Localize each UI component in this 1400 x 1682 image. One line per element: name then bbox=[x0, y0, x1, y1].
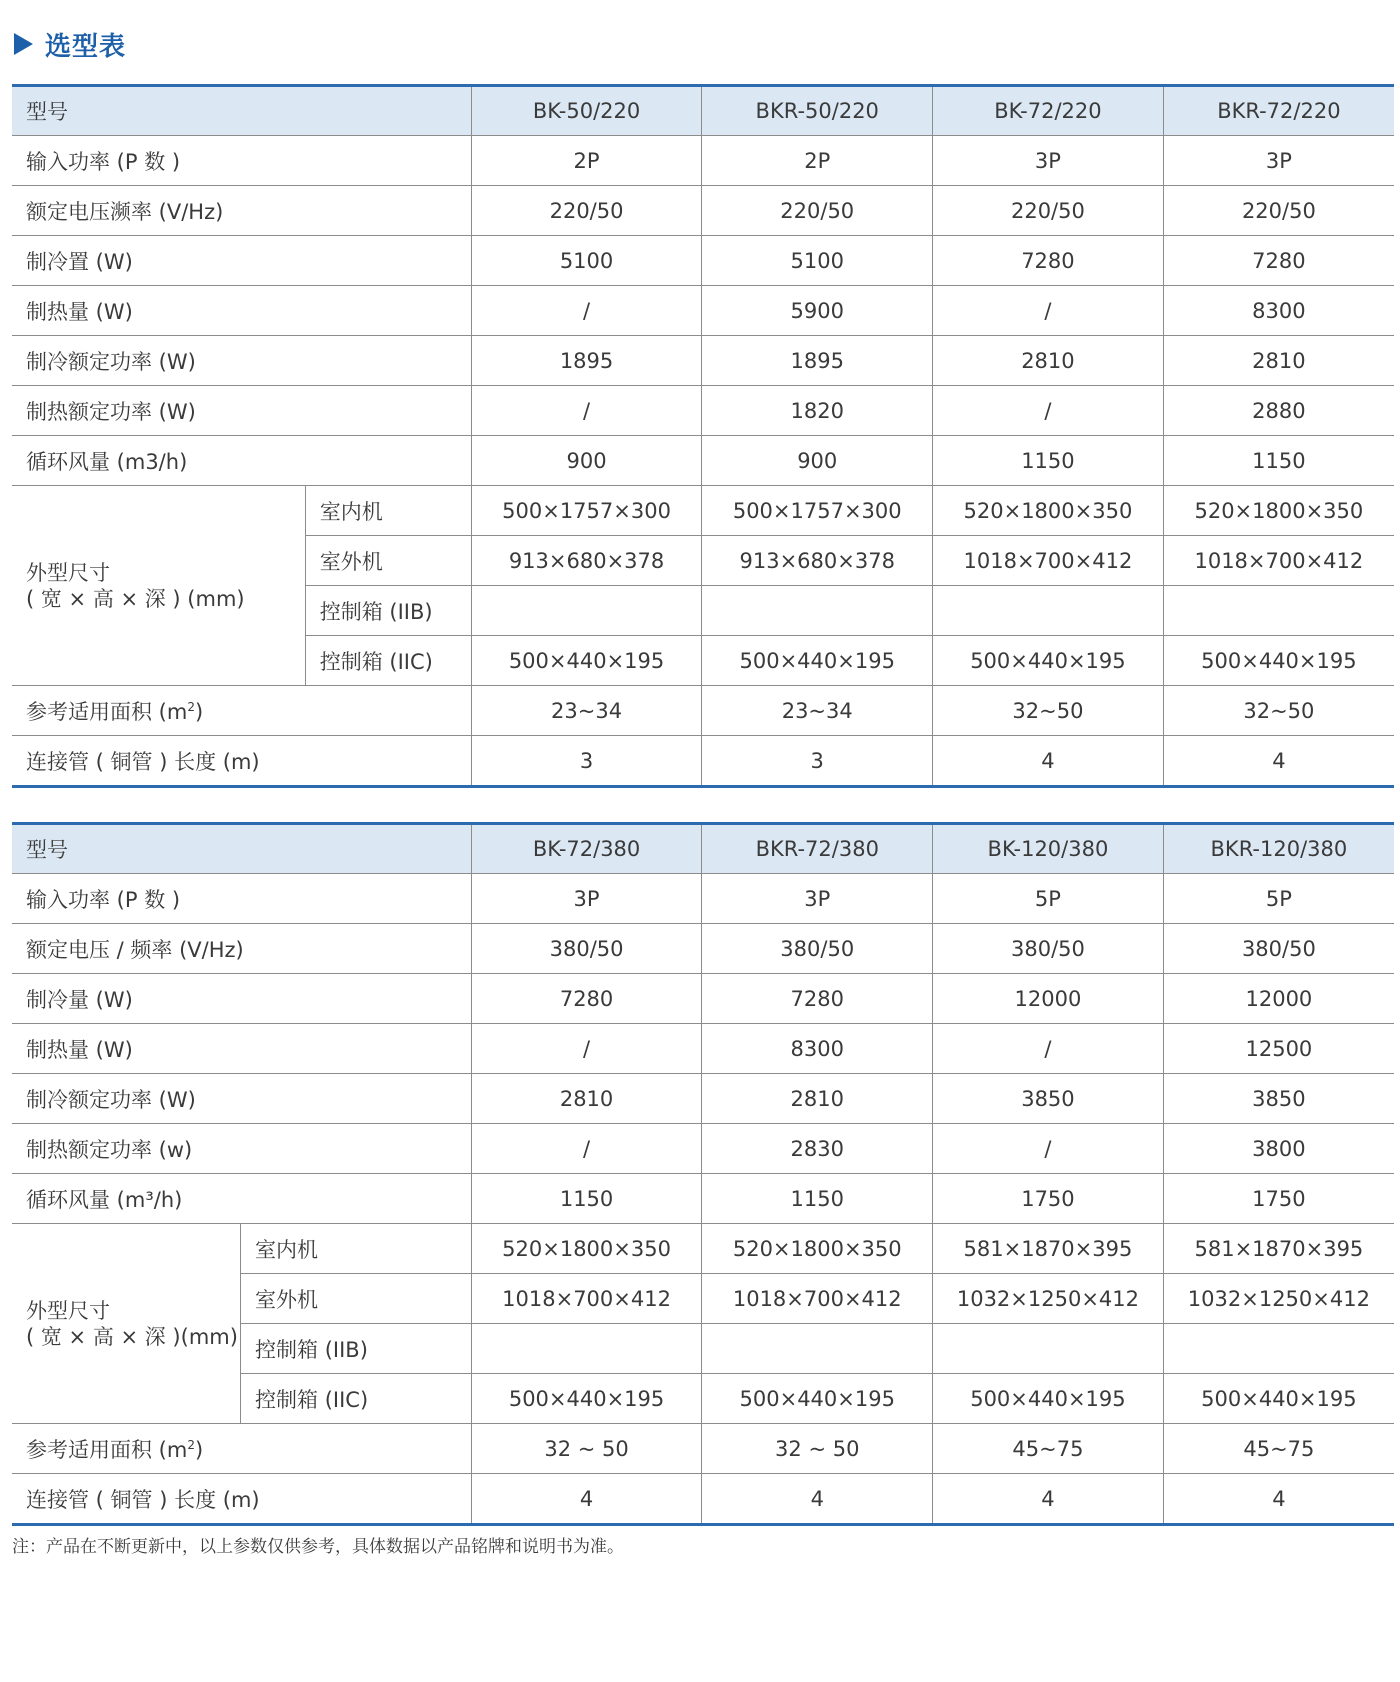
spec-value: 5P bbox=[933, 874, 1164, 924]
dimension-sub-label: 室内机 bbox=[305, 486, 471, 536]
spec-value: 220/50 bbox=[702, 186, 933, 236]
play-arrow-icon bbox=[14, 33, 33, 55]
spec-value: / bbox=[933, 386, 1164, 436]
spec-value: 5P bbox=[1163, 874, 1394, 924]
model-header: BKR-72/220 bbox=[1163, 86, 1394, 136]
model-header: BK-72/220 bbox=[933, 86, 1164, 136]
spec-value: 2P bbox=[702, 136, 933, 186]
spec-value: 2830 bbox=[702, 1124, 933, 1174]
spec-value: 1820 bbox=[702, 386, 933, 436]
row-label: 额定电压濒率 (V/Hz) bbox=[12, 186, 471, 236]
row-label: 制冷置 (W) bbox=[12, 236, 471, 286]
spec-value: 1750 bbox=[1163, 1174, 1394, 1224]
dimension-sub-label: 控制箱 (IIC) bbox=[241, 1374, 472, 1424]
spec-value: 220/50 bbox=[1163, 186, 1394, 236]
area-value: 45~75 bbox=[933, 1424, 1164, 1474]
pipe-value: 4 bbox=[933, 1474, 1164, 1525]
spec-value: 5900 bbox=[702, 286, 933, 336]
row-label: 循环风量 (m³/h) bbox=[12, 1174, 471, 1224]
dimension-value bbox=[471, 1324, 702, 1374]
area-row bbox=[12, 1424, 1394, 1474]
dimension-value: 581×1870×395 bbox=[933, 1224, 1164, 1274]
pipe-row bbox=[12, 1474, 1394, 1525]
row-label: 制冷量 (W) bbox=[12, 974, 471, 1024]
spec-row bbox=[12, 924, 1394, 974]
spec-row bbox=[12, 1174, 1394, 1224]
dimension-value: 1018×700×412 bbox=[702, 1274, 933, 1324]
pipe-value: 4 bbox=[1163, 736, 1394, 787]
spec-value: 1150 bbox=[933, 436, 1164, 486]
spec-row bbox=[12, 874, 1394, 924]
dimension-value: 1032×1250×412 bbox=[1163, 1274, 1394, 1324]
row-label: 制冷额定功率 (W) bbox=[12, 336, 471, 386]
dimension-sub-label: 控制箱 (IIB) bbox=[305, 586, 471, 636]
dimension-value: 500×440×195 bbox=[1163, 636, 1394, 686]
spec-value: 5100 bbox=[702, 236, 933, 286]
spec-value: 12000 bbox=[933, 974, 1164, 1024]
dimension-sub-label: 控制箱 (IIC) bbox=[305, 636, 471, 686]
row-label: 输入功率 (P 数 ) bbox=[12, 874, 471, 924]
spec-value: 5100 bbox=[471, 236, 702, 286]
row-label: 制热量 (W) bbox=[12, 1024, 471, 1074]
dimension-value: 520×1800×350 bbox=[702, 1224, 933, 1274]
area-label-end: ) bbox=[194, 1437, 204, 1462]
area-value: 23~34 bbox=[471, 686, 702, 736]
row-label: 制热额定功率 (w) bbox=[12, 1124, 471, 1174]
spec-row bbox=[12, 974, 1394, 1024]
dimensions-label-line1: 外型尺寸 bbox=[26, 1298, 110, 1323]
pipe-value: 4 bbox=[471, 1474, 702, 1525]
dimension-value bbox=[471, 586, 702, 636]
spec-value: 3P bbox=[1163, 136, 1394, 186]
spec-row bbox=[12, 136, 1394, 186]
footnote: 注：产品在不断更新中，以上参数仅供参考，具体数据以产品铭牌和说明书为准。 bbox=[12, 1537, 624, 1557]
row-label: 制冷额定功率 (W) bbox=[12, 1074, 471, 1124]
spec-value: / bbox=[471, 386, 702, 436]
dimension-value: 913×680×378 bbox=[702, 536, 933, 586]
header-row bbox=[12, 86, 1394, 136]
spec-value: 2810 bbox=[471, 1074, 702, 1124]
spec-row bbox=[12, 1074, 1394, 1124]
pipe-value: 3 bbox=[471, 736, 702, 787]
spec-value: 2810 bbox=[933, 336, 1164, 386]
dimension-value: 581×1870×395 bbox=[1163, 1224, 1394, 1274]
spec-value: 900 bbox=[471, 436, 702, 486]
model-header: BK-72/380 bbox=[471, 824, 702, 874]
dimension-value: 520×1800×350 bbox=[471, 1224, 702, 1274]
model-header: BKR-50/220 bbox=[702, 86, 933, 136]
row-label: 制热额定功率 (W) bbox=[12, 386, 471, 436]
spec-value: 7280 bbox=[933, 236, 1164, 286]
dimensions-label-line2: ( 宽 × 高 × 深 ) (mm) bbox=[26, 586, 245, 611]
dimension-value: 500×440×195 bbox=[1163, 1374, 1394, 1424]
dimension-row bbox=[12, 486, 1394, 536]
header-row bbox=[12, 824, 1394, 874]
spec-value: 380/50 bbox=[933, 924, 1164, 974]
dimension-value bbox=[702, 586, 933, 636]
area-label-sup: 2 bbox=[187, 699, 195, 714]
spec-value: 900 bbox=[702, 436, 933, 486]
model-header: BK-120/380 bbox=[933, 824, 1164, 874]
model-label: 型号 bbox=[12, 824, 471, 874]
dimension-value: 500×1757×300 bbox=[471, 486, 702, 536]
spec-row bbox=[12, 236, 1394, 286]
pipe-row bbox=[12, 736, 1394, 787]
dimension-sub-label: 室外机 bbox=[241, 1274, 472, 1324]
dimension-row bbox=[12, 1224, 1394, 1274]
dimension-value: 520×1800×350 bbox=[933, 486, 1164, 536]
area-label bbox=[12, 686, 471, 736]
area-value: 23~34 bbox=[702, 686, 933, 736]
spec-value: 2880 bbox=[1163, 386, 1394, 436]
spec-value: 12000 bbox=[1163, 974, 1394, 1024]
spec-row bbox=[12, 286, 1394, 336]
spec-row bbox=[12, 1124, 1394, 1174]
spec-row bbox=[12, 436, 1394, 486]
spec-value: 220/50 bbox=[933, 186, 1164, 236]
dimension-value bbox=[702, 1324, 933, 1374]
spec-value: / bbox=[471, 1024, 702, 1074]
spec-value: 1895 bbox=[471, 336, 702, 386]
row-label: 输入功率 (P 数 ) bbox=[12, 136, 471, 186]
spec-value: / bbox=[933, 1124, 1164, 1174]
spec-value: 3850 bbox=[1163, 1074, 1394, 1124]
area-label bbox=[12, 1424, 471, 1474]
spec-value: 1895 bbox=[702, 336, 933, 386]
area-value: 32 ~ 50 bbox=[471, 1424, 702, 1474]
area-value: 32 ~ 50 bbox=[702, 1424, 933, 1474]
spec-value: 1750 bbox=[933, 1174, 1164, 1224]
model-header: BKR-120/380 bbox=[1163, 824, 1394, 874]
area-value: 45~75 bbox=[1163, 1424, 1394, 1474]
dimension-value: 500×440×195 bbox=[471, 636, 702, 686]
dimension-value bbox=[933, 1324, 1164, 1374]
dimension-value: 500×440×195 bbox=[933, 1374, 1164, 1424]
dimensions-label-line1: 外型尺寸 bbox=[26, 560, 110, 585]
dimension-value: 500×440×195 bbox=[933, 636, 1164, 686]
spec-value: 1150 bbox=[702, 1174, 933, 1224]
dimension-value: 520×1800×350 bbox=[1163, 486, 1394, 536]
section-title bbox=[14, 26, 126, 62]
spec-value: 1150 bbox=[1163, 436, 1394, 486]
spec-value: 2810 bbox=[1163, 336, 1394, 386]
spec-value: 3850 bbox=[933, 1074, 1164, 1124]
spec-row bbox=[12, 336, 1394, 386]
spec-value: / bbox=[471, 286, 702, 336]
dimension-value: 1018×700×412 bbox=[1163, 536, 1394, 586]
spec-value: 8300 bbox=[702, 1024, 933, 1074]
model-label: 型号 bbox=[12, 86, 471, 136]
dimensions-label-line2: ( 宽 × 高 × 深 )(mm) bbox=[26, 1324, 238, 1349]
area-row bbox=[12, 686, 1394, 736]
spec-value: 3P bbox=[702, 874, 933, 924]
pipe-value: 4 bbox=[702, 1474, 933, 1525]
dimension-sub-label: 控制箱 (IIB) bbox=[241, 1324, 472, 1374]
model-header: BKR-72/380 bbox=[702, 824, 933, 874]
spec-value: 12500 bbox=[1163, 1024, 1394, 1074]
spec-value: 8300 bbox=[1163, 286, 1394, 336]
dimension-value: 1032×1250×412 bbox=[933, 1274, 1164, 1324]
spec-value: 220/50 bbox=[471, 186, 702, 236]
spec-value: 7280 bbox=[702, 974, 933, 1024]
spec-table-380v bbox=[12, 822, 1394, 1526]
spec-value: 380/50 bbox=[702, 924, 933, 974]
spec-table-220v bbox=[12, 84, 1394, 788]
spec-value: 380/50 bbox=[1163, 924, 1394, 974]
pipe-value: 3 bbox=[702, 736, 933, 787]
dimension-sub-label: 室内机 bbox=[241, 1224, 472, 1274]
spec-value: 7280 bbox=[471, 974, 702, 1024]
spec-value: 3P bbox=[471, 874, 702, 924]
dimension-value: 1018×700×412 bbox=[933, 536, 1164, 586]
model-header: BK-50/220 bbox=[471, 86, 702, 136]
area-label-sup: 2 bbox=[187, 1437, 195, 1452]
spec-value: 3800 bbox=[1163, 1124, 1394, 1174]
area-value: 32~50 bbox=[1163, 686, 1394, 736]
area-label-text: 参考适用面积 (m bbox=[26, 1437, 188, 1462]
spec-row bbox=[12, 1024, 1394, 1074]
row-label: 额定电压 / 频率 (V/Hz) bbox=[12, 924, 471, 974]
row-label: 循环风量 (m3/h) bbox=[12, 436, 471, 486]
pipe-label: 连接管 ( 铜管 ) 长度 (m) bbox=[26, 1487, 260, 1512]
dimension-value: 500×1757×300 bbox=[702, 486, 933, 536]
dimension-value bbox=[1163, 1324, 1394, 1374]
dimension-value: 1018×700×412 bbox=[471, 1274, 702, 1324]
spec-value: / bbox=[933, 1024, 1164, 1074]
pipe-value: 4 bbox=[1163, 1474, 1394, 1525]
area-label-text: 参考适用面积 (m bbox=[26, 699, 188, 724]
spec-row bbox=[12, 186, 1394, 236]
row-label: 制热量 (W) bbox=[12, 286, 471, 336]
dimensions-group-label bbox=[12, 486, 305, 686]
spec-value: / bbox=[933, 286, 1164, 336]
dimension-sub-label: 室外机 bbox=[305, 536, 471, 586]
pipe-label: 连接管 ( 铜管 ) 长度 (m) bbox=[26, 749, 260, 774]
dimension-value: 500×440×195 bbox=[471, 1374, 702, 1424]
spec-value: 1150 bbox=[471, 1174, 702, 1224]
section-title-text: 选型表 bbox=[45, 31, 127, 62]
spec-row bbox=[12, 386, 1394, 436]
dimensions-group-label bbox=[12, 1224, 241, 1424]
spec-value: 380/50 bbox=[471, 924, 702, 974]
spec-value: / bbox=[471, 1124, 702, 1174]
area-label-end: ) bbox=[194, 699, 204, 724]
dimension-value: 913×680×378 bbox=[471, 536, 702, 586]
dimension-value bbox=[1163, 586, 1394, 636]
area-value: 32~50 bbox=[933, 686, 1164, 736]
dimension-value: 500×440×195 bbox=[702, 636, 933, 686]
spec-value: 2P bbox=[471, 136, 702, 186]
dimension-value bbox=[933, 586, 1164, 636]
spec-value: 2810 bbox=[702, 1074, 933, 1124]
pipe-value: 4 bbox=[933, 736, 1164, 787]
dimension-value: 500×440×195 bbox=[702, 1374, 933, 1424]
spec-value: 7280 bbox=[1163, 236, 1394, 286]
spec-value: 3P bbox=[933, 136, 1164, 186]
